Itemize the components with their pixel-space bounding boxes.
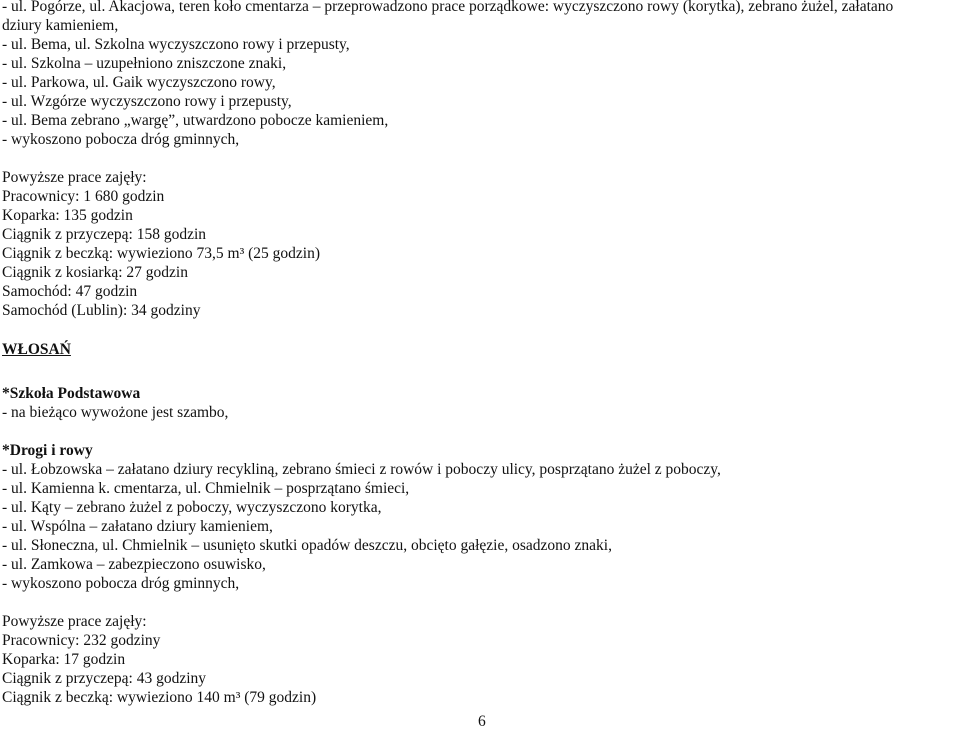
list-item: - ul. Wspólna – załatano dziury kamieniem, (2, 518, 273, 535)
list-item: - wykoszono pobocza dróg gminnych, (2, 131, 240, 148)
work-item: Pracownicy: 1 680 godzin (2, 188, 165, 205)
list-item: - ul. Pogórze, ul. Akacjowa, teren koło cmentarza – przeprowadzono prace porządkowe: wyczyszczono rowy (korytka), zebrano żużel, załatano (2, 0, 894, 15)
list-item: - ul. Słoneczna, ul. Chmielnik – usunięto skutki opadów deszczu, obcięto gałęzie, osadzono znaki, (2, 537, 612, 554)
school-heading: *Szkoła Podstawowa (2, 385, 141, 402)
list-item: - ul. Kąty – zebrano żużel z poboczy, wyczyszczono korytka, (2, 499, 382, 516)
list-item: - ul. Zamkowa – zabezpieczono osuwisko, (2, 556, 266, 573)
work-summary-heading: Powyższe prace zajęły: (2, 169, 147, 186)
list-item: - ul. Kamienna k. cmentarza, ul. Chmielnik – posprzątano śmieci, (2, 480, 410, 497)
work-item: Ciągnik z beczką: wywieziono 73,5 m³ (25 godzin) (2, 245, 321, 262)
work-item: Ciągnik z przyczepą: 158 godzin (2, 226, 207, 243)
section-heading: WŁOSAŃ (2, 341, 71, 358)
list-item: - ul. Bema, ul. Szkolna wyczyszczono rowy i przepusty, (2, 36, 350, 53)
work-item: Samochód: 47 godzin (2, 283, 138, 300)
work-item: Koparka: 135 godzin (2, 207, 133, 224)
work-summary-heading: Powyższe prace zajęły: (2, 613, 147, 630)
list-item: - ul. Łobzowska – załatano dziury recykliną, zebrano śmieci z rowów i poboczy ulicy, posprzątano żużel z poboczy, (2, 461, 721, 478)
work-item: Pracownicy: 232 godziny (2, 632, 161, 649)
list-item: - ul. Szkolna – uzupełniono zniszczone znaki, (2, 55, 287, 72)
list-item: - ul. Parkowa, ul. Gaik wyczyszczono rowy, (2, 74, 276, 91)
work-item: Ciągnik z przyczepą: 43 godziny (2, 670, 207, 687)
list-item: dziury kamieniem, (2, 17, 119, 34)
work-item: Ciągnik z kosiarką: 27 godzin (2, 264, 188, 281)
roads-heading: *Drogi i rowy (2, 442, 93, 459)
list-item: - ul. Bema zebrano „wargę”, utwardzono pobocze kamieniem, (2, 112, 389, 129)
page-number: 6 (478, 713, 486, 730)
list-item: - wykoszono pobocza dróg gminnych, (2, 575, 240, 592)
list-item: - ul. Wzgórze wyczyszczono rowy i przepusty, (2, 93, 292, 110)
work-item: Koparka: 17 godzin (2, 651, 126, 668)
school-item: - na bieżąco wywożone jest szambo, (2, 404, 229, 421)
work-item: Samochód (Lublin): 34 godziny (2, 302, 201, 319)
work-item: Ciągnik z beczką: wywieziono 140 m³ (79 godzin) (2, 689, 317, 706)
